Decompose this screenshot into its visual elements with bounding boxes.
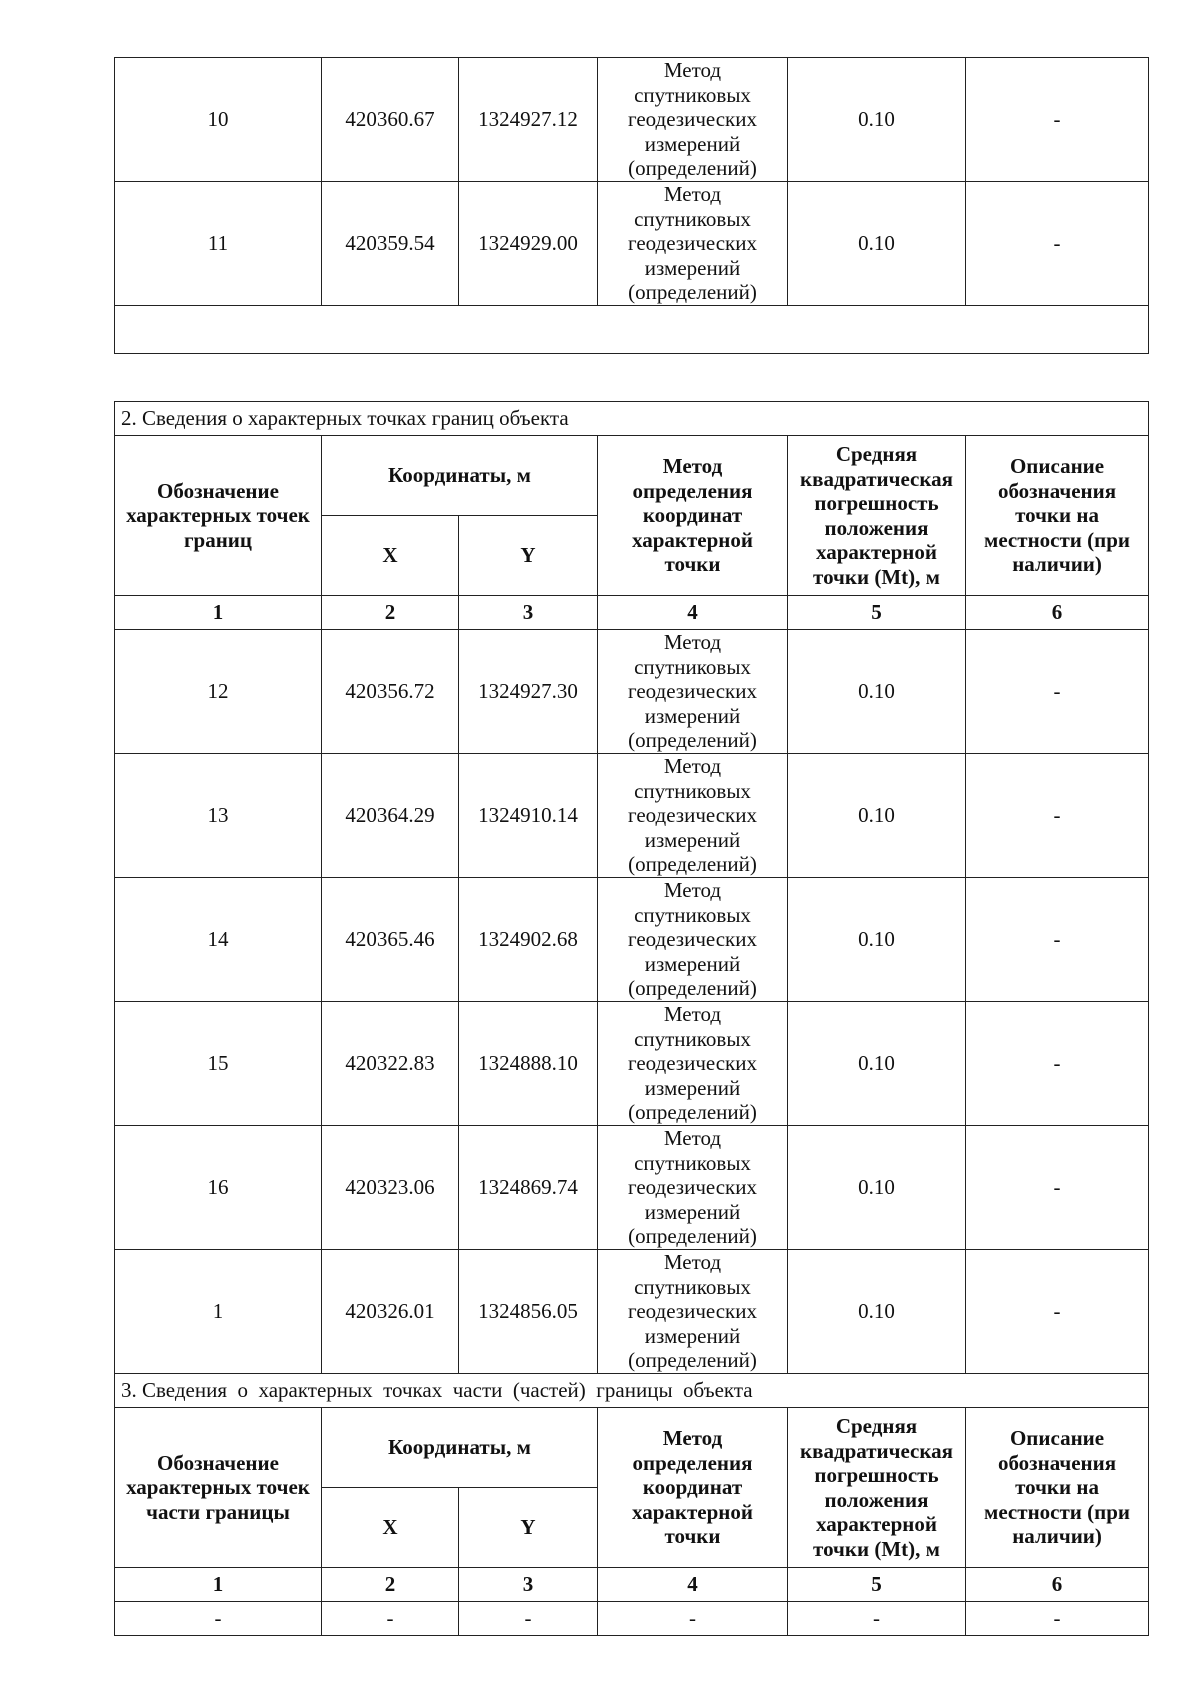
method-cell: Метод спутниковых геодезических измерений (определений) xyxy=(598,754,788,878)
coord-x: 420359.54 xyxy=(322,182,459,306)
coord-y: 1324927.30 xyxy=(459,630,598,754)
description-value: - xyxy=(966,1250,1149,1374)
coord-x: 420356.72 xyxy=(322,630,459,754)
coord-y: 1324869.74 xyxy=(459,1126,598,1250)
coord-y: - xyxy=(459,1602,598,1636)
column-number: 2 xyxy=(322,596,459,630)
column-number: 1 xyxy=(115,596,322,630)
header-y: Y xyxy=(459,1488,598,1568)
header-coordinates: Координаты, м xyxy=(322,1408,598,1488)
error-value: 0.10 xyxy=(788,1126,966,1250)
column-number: 5 xyxy=(788,596,966,630)
coord-x: 420365.46 xyxy=(322,878,459,1002)
point-designation: 16 xyxy=(115,1126,322,1250)
error-value: 0.10 xyxy=(788,182,966,306)
point-designation: 14 xyxy=(115,878,322,1002)
column-number: 5 xyxy=(788,1568,966,1602)
table-row xyxy=(115,630,1149,754)
section-2-title: 2. Сведения о характерных точках границ объекта xyxy=(115,402,1149,436)
method-cell: Метод спутниковых геодезических измерений (определений) xyxy=(598,878,788,1002)
continued-coordinates-table xyxy=(114,57,1149,354)
coord-y: 1324856.05 xyxy=(459,1250,598,1374)
header-designation: Обозначение характерных точек части границы xyxy=(115,1408,322,1568)
table-row xyxy=(115,1602,1149,1636)
table-row xyxy=(115,754,1149,878)
coord-x: 420326.01 xyxy=(322,1250,459,1374)
coord-x: 420323.06 xyxy=(322,1126,459,1250)
description-value: - xyxy=(966,878,1149,1002)
boundary-points-table xyxy=(114,401,1149,1636)
table-row xyxy=(115,58,1149,182)
section-3-title: 3. Сведения о характерных точках части (частей) границы объекта xyxy=(115,1374,1149,1408)
error-value: 0.10 xyxy=(788,878,966,1002)
description-value: - xyxy=(966,182,1149,306)
method-value: - xyxy=(598,1602,788,1636)
coord-y: 1324902.68 xyxy=(459,878,598,1002)
table-row xyxy=(115,1002,1149,1126)
description-value: - xyxy=(966,754,1149,878)
method-cell: Метод спутниковых геодезических измерений (определений) xyxy=(598,1126,788,1250)
column-number: 3 xyxy=(459,1568,598,1602)
point-designation: 10 xyxy=(115,58,322,182)
column-number: 3 xyxy=(459,596,598,630)
description-value: - xyxy=(966,630,1149,754)
header-coordinates: Координаты, м xyxy=(322,436,598,516)
error-value: 0.10 xyxy=(788,1002,966,1126)
method-cell: Метод спутниковых геодезических измерений (определений) xyxy=(598,58,788,182)
error-value: 0.10 xyxy=(788,1250,966,1374)
error-value: - xyxy=(788,1602,966,1636)
table-row xyxy=(115,1126,1149,1250)
header-description: Описание обозначения точки на местности (при наличии) xyxy=(966,1408,1149,1568)
column-number: 6 xyxy=(966,596,1149,630)
section-title-row xyxy=(115,1374,1149,1408)
coord-x: 420360.67 xyxy=(322,58,459,182)
header-row xyxy=(115,436,1149,516)
header-x: X xyxy=(322,516,459,596)
header-method: Метод определения координат характерной точки xyxy=(598,1408,788,1568)
point-designation: 12 xyxy=(115,630,322,754)
section-title-row xyxy=(115,402,1149,436)
coord-y: 1324910.14 xyxy=(459,754,598,878)
column-number: 1 xyxy=(115,1568,322,1602)
point-designation: 15 xyxy=(115,1002,322,1126)
column-number: 2 xyxy=(322,1568,459,1602)
point-designation: - xyxy=(115,1602,322,1636)
point-designation: 1 xyxy=(115,1250,322,1374)
empty-row xyxy=(115,306,1149,354)
header-description: Описание обозначения точки на местности (при наличии) xyxy=(966,436,1149,596)
header-error: Средняя квадратическая погрешность положения характерной точки (Mt), м xyxy=(788,1408,966,1568)
coord-x: 420364.29 xyxy=(322,754,459,878)
column-number: 6 xyxy=(966,1568,1149,1602)
method-cell: Метод спутниковых геодезических измерений (определений) xyxy=(598,182,788,306)
description-value: - xyxy=(966,58,1149,182)
header-error: Средняя квадратическая погрешность положения характерной точки (Mt), м xyxy=(788,436,966,596)
table-row xyxy=(115,878,1149,1002)
header-designation: Обозначение характерных точек границ xyxy=(115,436,322,596)
method-cell: Метод спутниковых геодезических измерений (определений) xyxy=(598,1002,788,1126)
error-value: 0.10 xyxy=(788,58,966,182)
coord-x: - xyxy=(322,1602,459,1636)
error-value: 0.10 xyxy=(788,630,966,754)
point-designation: 13 xyxy=(115,754,322,878)
description-value: - xyxy=(966,1002,1149,1126)
header-y: Y xyxy=(459,516,598,596)
column-number-row xyxy=(115,1568,1149,1602)
empty-cell xyxy=(115,306,1149,354)
point-designation: 11 xyxy=(115,182,322,306)
column-number-row xyxy=(115,596,1149,630)
coord-y: 1324888.10 xyxy=(459,1002,598,1126)
table-row xyxy=(115,182,1149,306)
coord-y: 1324927.12 xyxy=(459,58,598,182)
description-value: - xyxy=(966,1126,1149,1250)
column-number: 4 xyxy=(598,596,788,630)
coord-y: 1324929.00 xyxy=(459,182,598,306)
column-number: 4 xyxy=(598,1568,788,1602)
header-x: X xyxy=(322,1488,459,1568)
method-cell: Метод спутниковых геодезических измерений (определений) xyxy=(598,630,788,754)
description-value: - xyxy=(966,1602,1149,1636)
header-row xyxy=(115,1408,1149,1488)
table-row xyxy=(115,1250,1149,1374)
method-cell: Метод спутниковых геодезических измерений (определений) xyxy=(598,1250,788,1374)
header-method: Метод определения координат характерной точки xyxy=(598,436,788,596)
error-value: 0.10 xyxy=(788,754,966,878)
coord-x: 420322.83 xyxy=(322,1002,459,1126)
